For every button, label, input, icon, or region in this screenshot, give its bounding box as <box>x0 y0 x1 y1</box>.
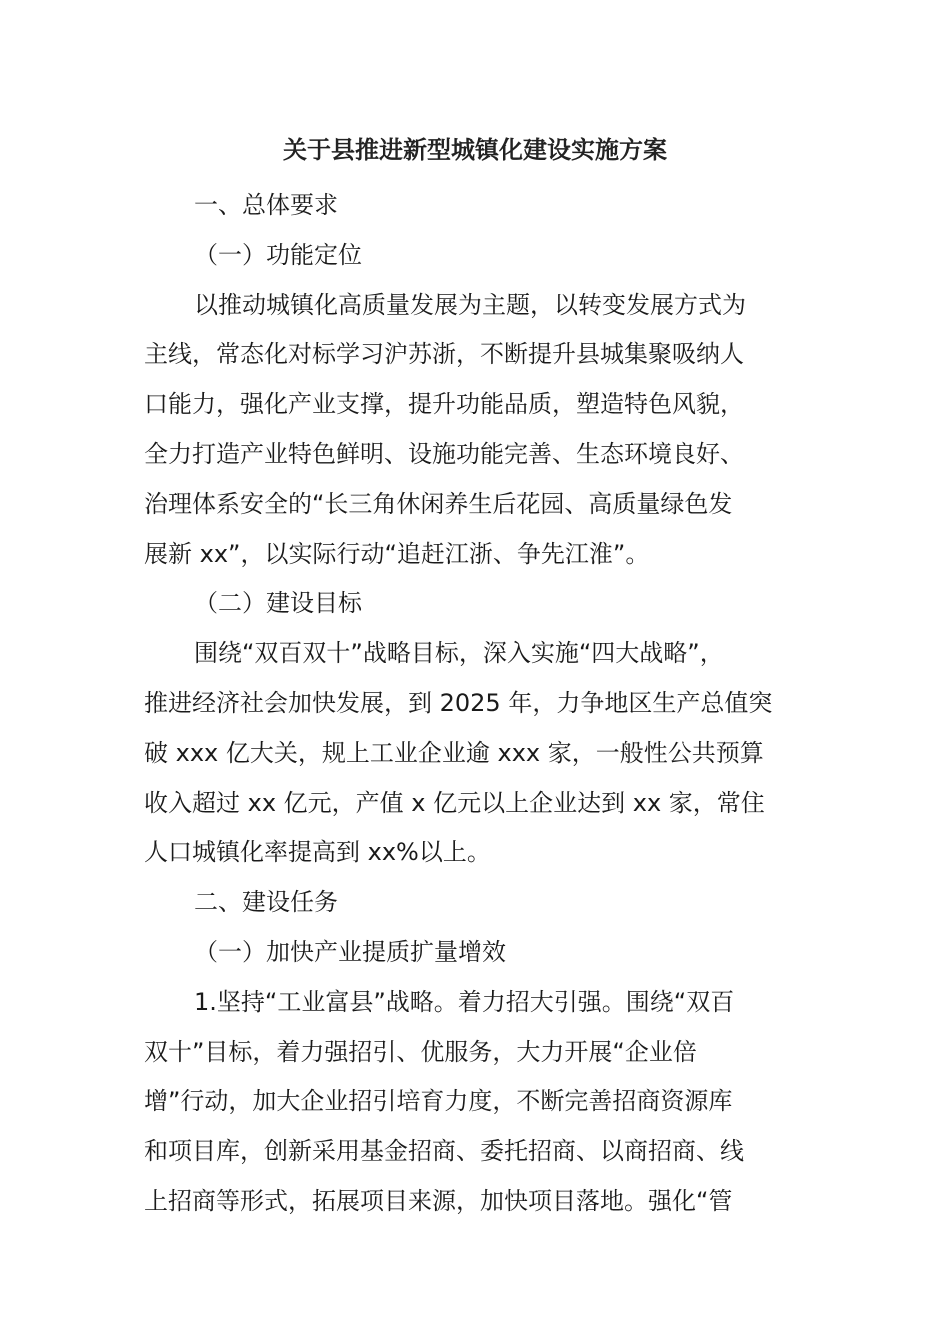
subsection-heading-1-2: （二）建设目标 <box>194 589 362 618</box>
paragraph-line: 和项目库，创新采用基金招商、委托招商、以商招商、线 <box>144 1137 744 1166</box>
paragraph-line: 人口城镇化率提高到 xx%以上。 <box>144 838 491 867</box>
section-heading-2: 二、建设任务 <box>194 888 338 917</box>
paragraph-line: 推进经济社会加快发展，到 2025 年，力争地区生产总值突 <box>144 688 773 717</box>
paragraph-line: 增”行动，加大企业招引培育力度，不断完善招商资源库 <box>144 1087 733 1116</box>
document-title: 关于县推进新型城镇化建设实施方案 <box>283 136 667 164</box>
paragraph-line: 围绕“双百双十”战略目标，深入实施“四大战略”， <box>194 639 724 668</box>
paragraph-line: 双十”目标，着力强招引、优服务，大力开展“企业倍 <box>144 1037 697 1066</box>
subsection-heading-2-1: （一）加快产业提质扩量增效 <box>194 937 506 966</box>
paragraph-line: 展新 xx”，以实际行动“追赶江浙、争先江淮”。 <box>144 539 650 568</box>
document-body <box>144 181 808 1227</box>
paragraph-line: 口能力，强化产业支撑，提升功能品质，塑造特色风貌， <box>144 390 744 419</box>
paragraph-line: 以推动城镇化高质量发展为主题，以转变发展方式为 <box>194 290 746 319</box>
subsection-heading-1-1: （一）功能定位 <box>194 240 362 269</box>
paragraph-line: 全力打造产业特色鲜明、设施功能完善、生态环境良好、 <box>144 439 744 468</box>
section-heading-1: 一、总体要求 <box>194 191 338 219</box>
paragraph-line: 1.坚持“工业富县”战略。着力招大引强。围绕“双百 <box>194 987 735 1016</box>
paragraph-line: 治理体系安全的“长三角休闲养生后花园、高质量绿色发 <box>144 489 733 518</box>
paragraph-line: 收入超过 xx 亿元，产值 x 亿元以上企业达到 xx 家，常住 <box>144 788 765 817</box>
paragraph-line: 破 xxx 亿大关，规上工业企业逾 xxx 家，一般性公共预算 <box>144 738 764 767</box>
paragraph-line: 主线，常态化对标学习沪苏浙，不断提升县城集聚吸纳人 <box>144 340 744 369</box>
paragraph-line: 上招商等形式，拓展项目来源，加快项目落地。强化“管 <box>144 1186 733 1215</box>
